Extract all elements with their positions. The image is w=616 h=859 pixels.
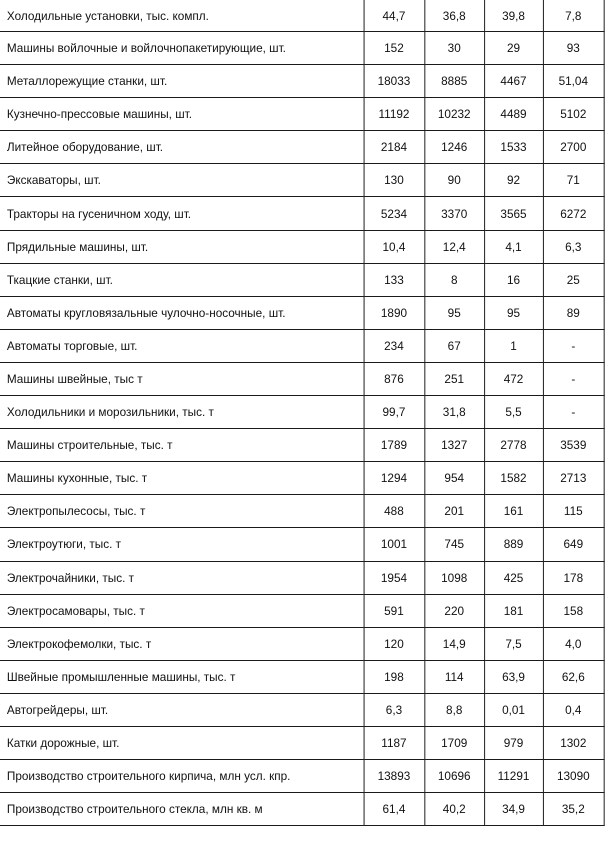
- table-row: [0, 197, 604, 230]
- table-row: [0, 396, 604, 429]
- value-cell-3: 5,5: [484, 396, 543, 429]
- value-cell-2: 8,8: [424, 693, 484, 726]
- table-row: [0, 660, 604, 693]
- row-label: Литейное оборудование, шт.: [0, 131, 364, 164]
- value-cell-4: 5102: [543, 98, 604, 131]
- table-row: [0, 462, 604, 495]
- value-cell-2: 251: [424, 362, 484, 395]
- value-cell-3: 979: [484, 726, 543, 759]
- table-row: [0, 594, 604, 627]
- value-cell-1: 61,4: [364, 793, 425, 826]
- value-cell-3: 34,9: [484, 793, 543, 826]
- value-cell-1: 198: [364, 660, 425, 693]
- value-cell-2: 10696: [424, 760, 484, 793]
- value-cell-1: 130: [364, 164, 425, 197]
- value-cell-3: 95: [484, 296, 543, 329]
- value-cell-3: 1: [484, 329, 543, 362]
- value-cell-4: -: [543, 362, 604, 395]
- value-cell-3: 425: [484, 561, 543, 594]
- value-cell-1: 99,7: [364, 396, 425, 429]
- value-cell-2: 67: [424, 329, 484, 362]
- value-cell-1: 1187: [364, 726, 425, 759]
- value-cell-3: 92: [484, 164, 543, 197]
- value-cell-1: 6,3: [364, 693, 425, 726]
- value-cell-4: 7,8: [543, 0, 604, 32]
- value-cell-2: 40,2: [424, 793, 484, 826]
- row-label: Электропылесосы, тыс. т: [0, 495, 364, 528]
- table-row: [0, 793, 604, 826]
- value-cell-2: 14,9: [424, 627, 484, 660]
- value-cell-1: 876: [364, 362, 425, 395]
- value-cell-1: 1001: [364, 528, 425, 561]
- value-cell-1: 2184: [364, 131, 425, 164]
- value-cell-1: 11192: [364, 98, 425, 131]
- value-cell-3: 0,01: [484, 693, 543, 726]
- row-label: Прядильные машины, шт.: [0, 230, 364, 263]
- value-cell-3: 29: [484, 32, 543, 65]
- value-cell-2: 745: [424, 528, 484, 561]
- value-cell-2: 114: [424, 660, 484, 693]
- value-cell-2: 220: [424, 594, 484, 627]
- row-label: Машины строительные, тыс. т: [0, 429, 364, 462]
- row-label: Кузнечно-прессовые машины, шт.: [0, 98, 364, 131]
- table-row: [0, 329, 604, 362]
- value-cell-2: 31,8: [424, 396, 484, 429]
- value-cell-3: 4467: [484, 65, 543, 98]
- value-cell-1: 13893: [364, 760, 425, 793]
- row-label: Машины кухонные, тыс. т: [0, 462, 364, 495]
- value-cell-3: 39,8: [484, 0, 543, 32]
- value-cell-2: 1709: [424, 726, 484, 759]
- row-label: Производство строительного кирпича, млн усл. кпр.: [0, 760, 364, 793]
- table-row: [0, 0, 604, 32]
- value-cell-4: 25: [543, 263, 604, 296]
- table-row: [0, 693, 604, 726]
- table-row: [0, 429, 604, 462]
- value-cell-4: 158: [543, 594, 604, 627]
- value-cell-2: 10232: [424, 98, 484, 131]
- table-row: [0, 32, 604, 65]
- value-cell-4: 93: [543, 32, 604, 65]
- value-cell-3: 4,1: [484, 230, 543, 263]
- value-cell-4: 1302: [543, 726, 604, 759]
- value-cell-3: 16: [484, 263, 543, 296]
- table-row: [0, 726, 604, 759]
- value-cell-2: 8: [424, 263, 484, 296]
- value-cell-3: 11291: [484, 760, 543, 793]
- value-cell-2: 954: [424, 462, 484, 495]
- value-cell-1: 44,7: [364, 0, 425, 32]
- value-cell-4: 62,6: [543, 660, 604, 693]
- value-cell-1: 1954: [364, 561, 425, 594]
- value-cell-4: 4,0: [543, 627, 604, 660]
- value-cell-2: 8885: [424, 65, 484, 98]
- value-cell-4: 13090: [543, 760, 604, 793]
- value-cell-1: 1294: [364, 462, 425, 495]
- value-cell-4: 0,4: [543, 693, 604, 726]
- value-cell-2: 90: [424, 164, 484, 197]
- value-cell-3: 161: [484, 495, 543, 528]
- value-cell-4: 649: [543, 528, 604, 561]
- table-row: [0, 131, 604, 164]
- value-cell-1: 591: [364, 594, 425, 627]
- row-label: Металлорежущие станки, шт.: [0, 65, 364, 98]
- table-row: [0, 528, 604, 561]
- row-label: Электрочайники, тыс. т: [0, 561, 364, 594]
- row-label: Холодильники и морозильники, тыс. т: [0, 396, 364, 429]
- row-label: Тракторы на гусеничном ходу, шт.: [0, 197, 364, 230]
- value-cell-1: 120: [364, 627, 425, 660]
- value-cell-1: 1789: [364, 429, 425, 462]
- value-cell-4: 6,3: [543, 230, 604, 263]
- value-cell-4: 6272: [543, 197, 604, 230]
- value-cell-2: 201: [424, 495, 484, 528]
- value-cell-3: 1582: [484, 462, 543, 495]
- table-row: [0, 495, 604, 528]
- value-cell-4: 35,2: [543, 793, 604, 826]
- table-row: [0, 65, 604, 98]
- value-cell-1: 5234: [364, 197, 425, 230]
- value-cell-3: 472: [484, 362, 543, 395]
- value-cell-4: 51,04: [543, 65, 604, 98]
- value-cell-4: 178: [543, 561, 604, 594]
- value-cell-4: 3539: [543, 429, 604, 462]
- value-cell-2: 95: [424, 296, 484, 329]
- table-row: [0, 230, 604, 263]
- value-cell-2: 1246: [424, 131, 484, 164]
- value-cell-1: 1890: [364, 296, 425, 329]
- value-cell-2: 36,8: [424, 0, 484, 32]
- row-label: Автоматы торговые, шт.: [0, 329, 364, 362]
- value-cell-3: 4489: [484, 98, 543, 131]
- table-row: [0, 362, 604, 395]
- row-label: Электросамовары, тыс. т: [0, 594, 364, 627]
- table-row: [0, 263, 604, 296]
- row-label: Швейные промышленные машины, тыс. т: [0, 660, 364, 693]
- value-cell-3: 63,9: [484, 660, 543, 693]
- table-row: [0, 760, 604, 793]
- value-cell-1: 234: [364, 329, 425, 362]
- row-label: Автогрейдеры, шт.: [0, 693, 364, 726]
- row-label: Машины войлочные и войлочнопакетирующие, шт.: [0, 32, 364, 65]
- value-cell-3: 2778: [484, 429, 543, 462]
- row-label: Электроутюги, тыс. т: [0, 528, 364, 561]
- value-cell-4: 115: [543, 495, 604, 528]
- row-label: Автоматы кругловязальные чулочно-носочные, шт.: [0, 296, 364, 329]
- value-cell-3: 7,5: [484, 627, 543, 660]
- value-cell-4: -: [543, 329, 604, 362]
- table-row: [0, 164, 604, 197]
- row-label: Холодильные установки, тыс. компл.: [0, 0, 364, 32]
- value-cell-2: 12,4: [424, 230, 484, 263]
- value-cell-3: 181: [484, 594, 543, 627]
- table-row: [0, 296, 604, 329]
- value-cell-3: 1533: [484, 131, 543, 164]
- value-cell-2: 1098: [424, 561, 484, 594]
- row-label: Машины швейные, тыс т: [0, 362, 364, 395]
- value-cell-4: 2713: [543, 462, 604, 495]
- value-cell-4: 89: [543, 296, 604, 329]
- table-row: [0, 98, 604, 131]
- value-cell-2: 3370: [424, 197, 484, 230]
- row-label: Ткацкие станки, шт.: [0, 263, 364, 296]
- table-row: [0, 627, 604, 660]
- value-cell-2: 1327: [424, 429, 484, 462]
- row-label: Электрокофемолки, тыс. т: [0, 627, 364, 660]
- value-cell-4: 2700: [543, 131, 604, 164]
- value-cell-1: 133: [364, 263, 425, 296]
- row-label: Катки дорожные, шт.: [0, 726, 364, 759]
- value-cell-4: 71: [543, 164, 604, 197]
- value-cell-4: -: [543, 396, 604, 429]
- value-cell-1: 18033: [364, 65, 425, 98]
- value-cell-3: 3565: [484, 197, 543, 230]
- value-cell-3: 889: [484, 528, 543, 561]
- row-label: Экскаваторы, шт.: [0, 164, 364, 197]
- value-cell-2: 30: [424, 32, 484, 65]
- value-cell-1: 488: [364, 495, 425, 528]
- table-row: [0, 561, 604, 594]
- row-label: Производство строительного стекла, млн кв. м: [0, 793, 364, 826]
- value-cell-1: 10,4: [364, 230, 425, 263]
- value-cell-1: 152: [364, 32, 425, 65]
